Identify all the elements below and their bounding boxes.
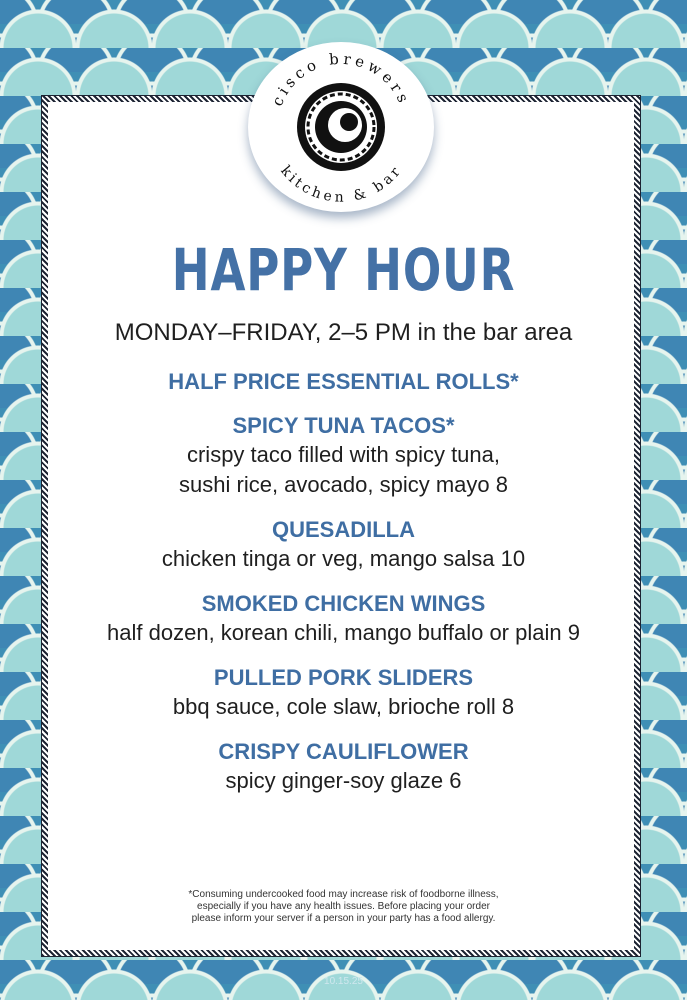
- menu-item: [0, 590, 687, 648]
- item-desc: bbq sauce, cole slaw, brioche roll 8: [172, 694, 515, 719]
- page-title: HAPPY HOUR: [171, 236, 516, 304]
- logo-wave-icon: [297, 83, 385, 171]
- item-name: PULLED PORK SLIDERS: [213, 665, 474, 690]
- item-desc: chicken tinga or veg, mango salsa 10: [161, 546, 526, 571]
- item-desc: spicy ginger-soy glaze 6: [225, 768, 462, 793]
- item-name: SPICY TUNA TACOS*: [232, 413, 455, 438]
- logo-top-text: cisco brewers: [268, 49, 414, 109]
- schedule-text: MONDAY–FRIDAY, 2–5 PM in the bar area: [114, 319, 573, 346]
- rolls-offer: HALF PRICE ESSENTIAL ROLLS*: [168, 369, 519, 394]
- logo-bottom-text: kitchen & bar: [277, 162, 405, 206]
- item-desc: sushi rice, avocado, spicy mayo 8: [179, 472, 508, 497]
- menu-item: [0, 412, 687, 500]
- item-desc: half dozen, korean chili, mango buffalo or plain 9: [107, 620, 580, 645]
- brand-logo: [248, 42, 434, 212]
- disclaimer-line: please inform your server if a person in your party has a food allergy.: [191, 913, 496, 924]
- item-name: SMOKED CHICKEN WINGS: [201, 591, 486, 616]
- menu-content: [0, 232, 687, 796]
- allergy-disclaimer: [0, 889, 687, 925]
- item-desc: crispy taco filled with spicy tuna,: [186, 442, 501, 467]
- disclaimer-line: *Consuming undercooked food may increase risk of foodborne illness,: [188, 889, 499, 900]
- item-name: CRISPY CAULIFLOWER: [218, 739, 469, 764]
- menu-item: [0, 738, 687, 796]
- menu-item: [0, 516, 687, 574]
- menu-item: [0, 664, 687, 722]
- item-name: QUESADILLA: [272, 517, 415, 542]
- print-date: 10.15.25: [324, 976, 363, 987]
- disclaimer-line: especially if you have any health issues. Before placing your order: [197, 901, 490, 912]
